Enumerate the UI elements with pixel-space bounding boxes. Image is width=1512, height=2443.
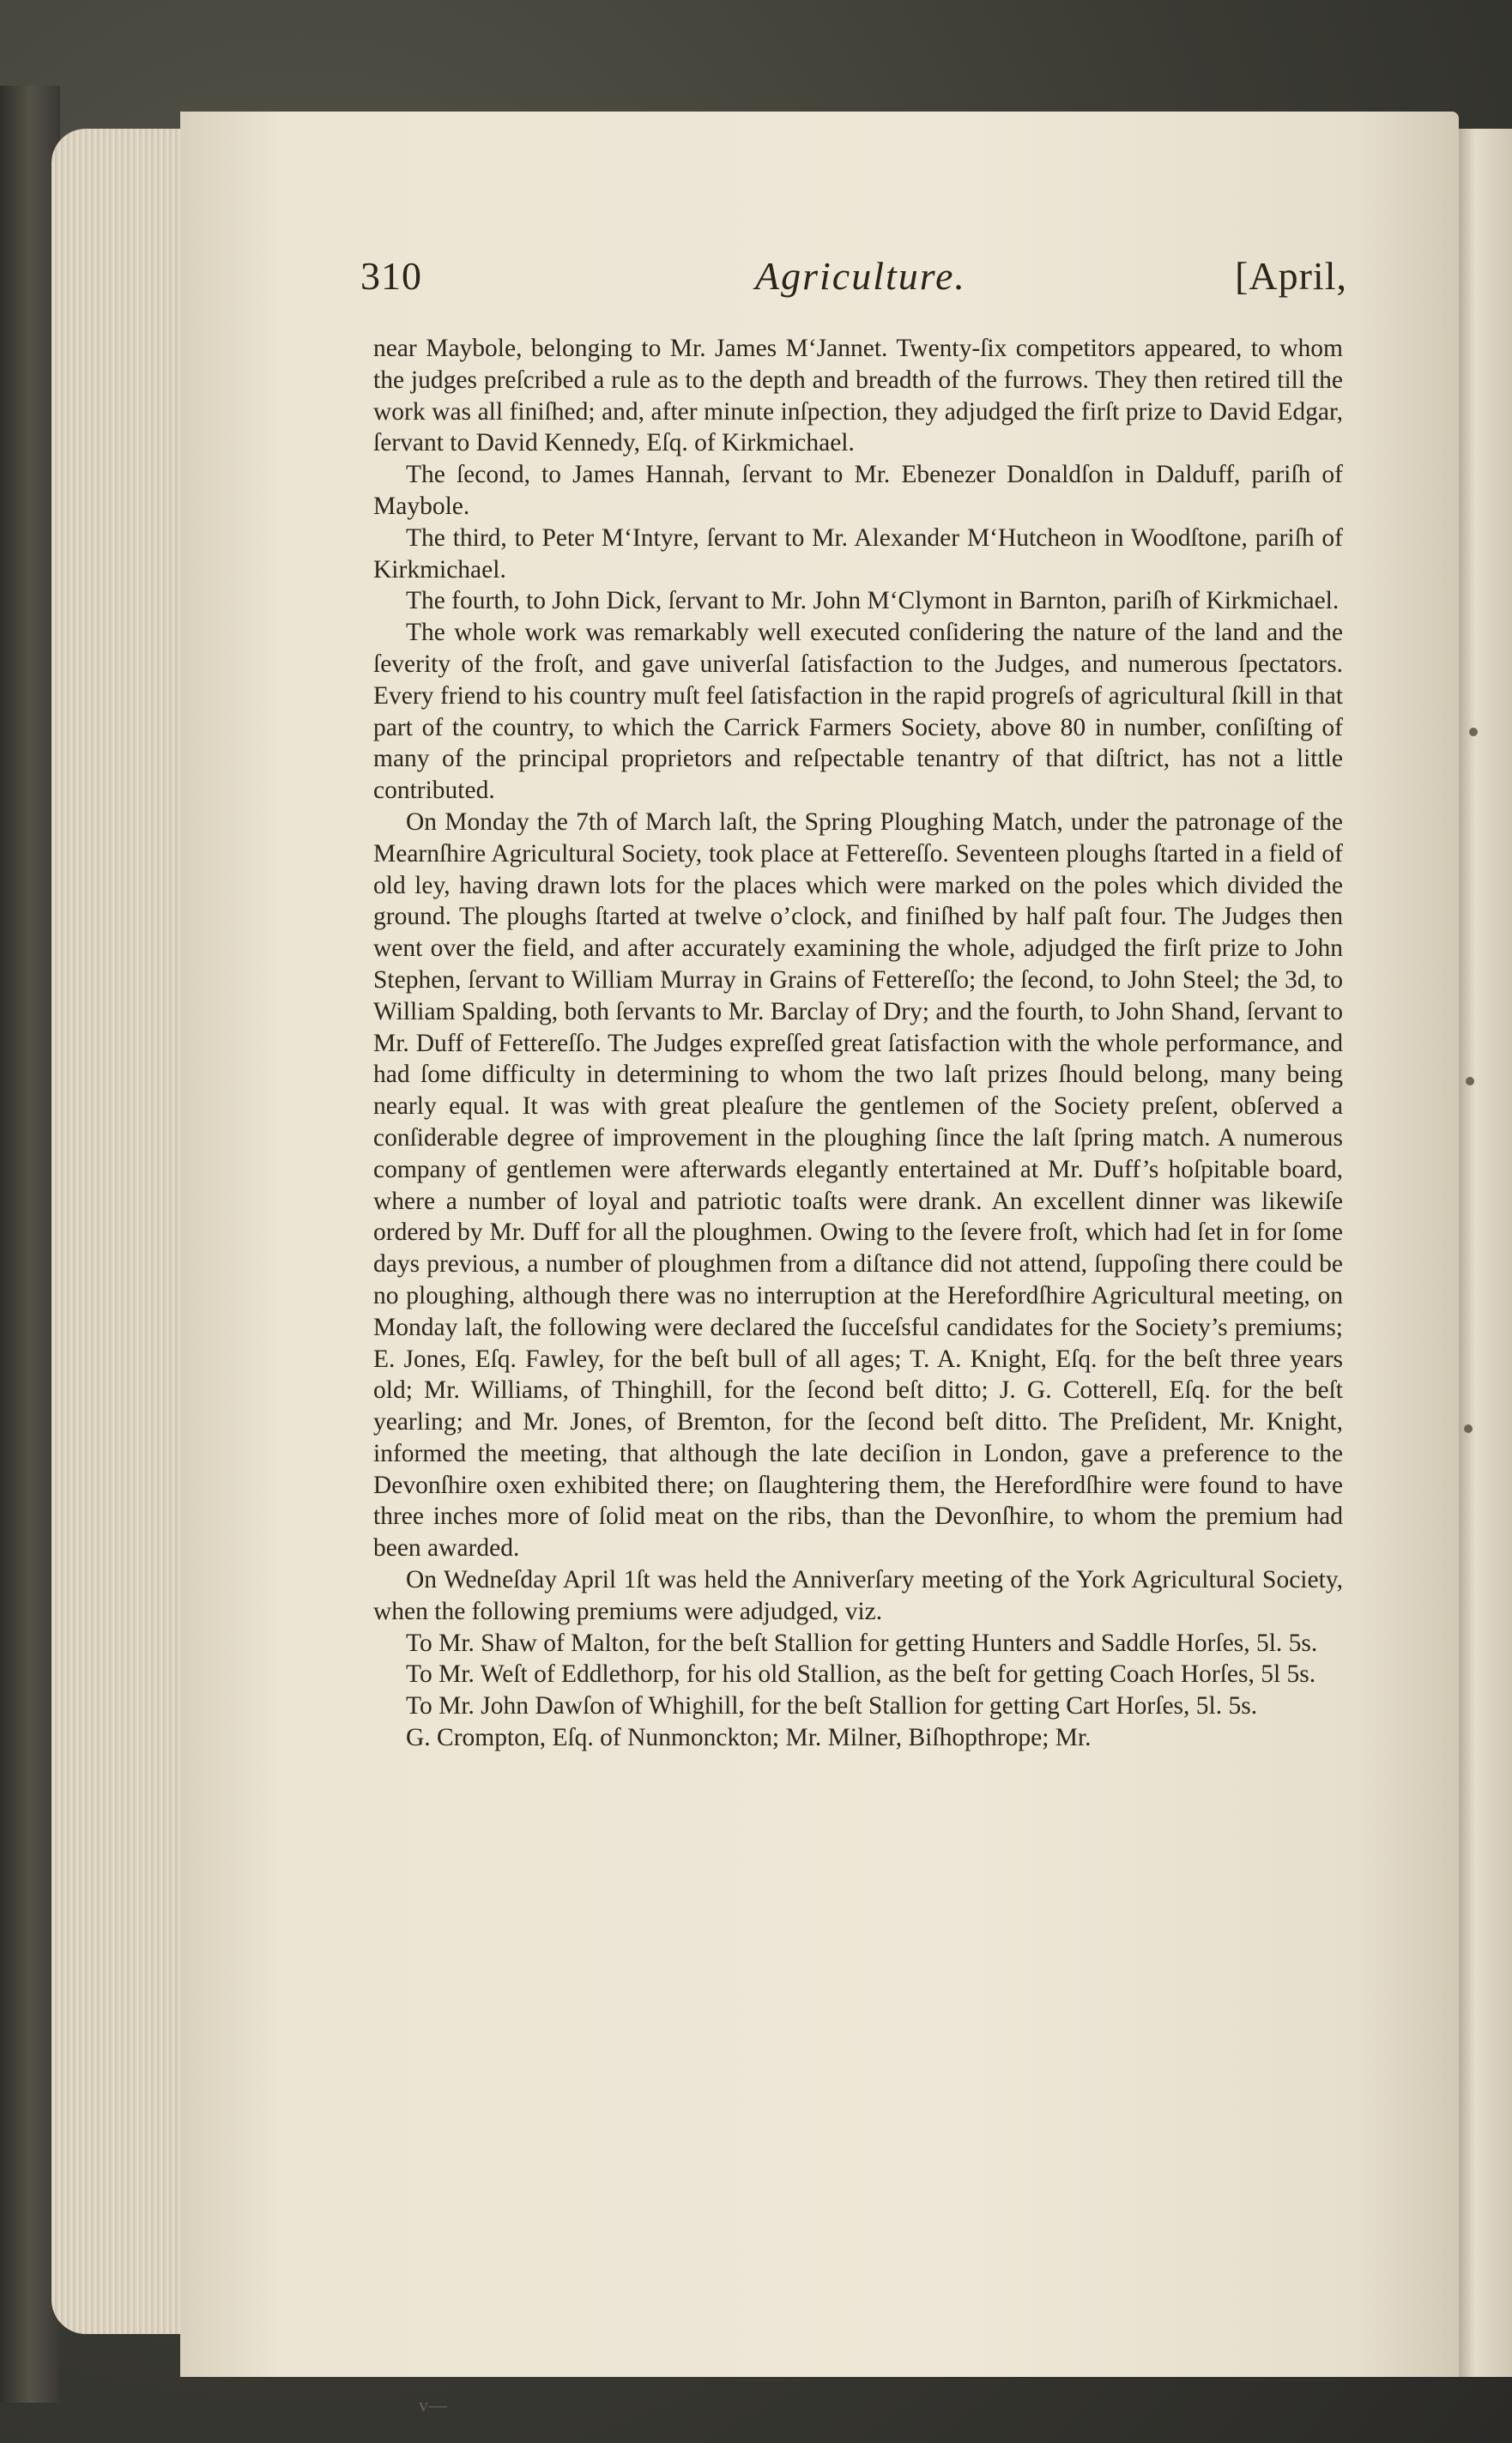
catchword: v—: [419, 2394, 447, 2416]
running-title: Agriculture.: [755, 254, 966, 298]
paragraph: To Mr. John Dawſon of Whighill, for the beſt Stallion for getting Cart Horſes, 5l. 5s.: [406, 1692, 1258, 1720]
facing-page-edge: [1450, 129, 1512, 2377]
running-header: [360, 253, 1347, 313]
paragraph: To Mr. Shaw of Malton, for the beſt Stallion for getting Hunters and Saddle Horſes, 5l. 5s.: [406, 1629, 1318, 1657]
paragraph: The whole work was remarkably well executed conſidering the nature of the land and the ſeverity of the froſt, and gave univerſal ſatisfaction to the Judges, and numerous ſpectators. Every friend to his country muſt feel ſatisfaction in the rapid progreſs of agricultural ſkill in that part of the country, to which the Carrick Farmers Society, above 80 in number, conſiſting of many of the principal proprietors and reſpectable tenantry of that diſtrict, has not a little contributed.: [373, 619, 1343, 805]
paragraph: The ſecond, to James Hannah, ſervant to Mr. Ebenezer Donaldſon in Dalduff, pariſh of Maybole.: [373, 461, 1343, 520]
paragraph: On Wedneſday April 1ſt was held the Anniverſary meeting of the York Agricultural Society, when the following premiums were adjudged, viz.: [373, 1566, 1343, 1625]
page-number: 310: [360, 254, 422, 298]
paragraph: On Monday the 7th of March laſt, the Spring Ploughing Match, under the patronage of the Mearnſhire Agricultural Society, took place at Fettereſſo. Seventeen ploughs ſtarted in a field of old ley, having drawn lots for the places which were marked on the poles which divided the ground. The ploughs ſtarted at twelve o’clock, and finiſhed by half paſt four. The Judges then went over the field, and after accurately examining the whole, adjudged the firſt prize to John Stephen, ſervant to William Murray in Grains of Fettereſſo; the ſecond, to John Steel; the 3d, to William Spalding, both ſervants to Mr. Barclay of Dry; and the fourth, to John Shand, ſervant to Mr. Duff of Fettereſſo. The Judges expreſſed great ſatisfaction with the whole performance, and had ſome difficulty in determining to whom the two laſt prizes ſhould belong, many being nearly equal. It was with great pleaſure the gentlemen of the Society preſent, obſerved a conſiderable degree of improvement in the ploughing ſince the laſt ſpring match. A numerous company of gentlemen were afterwards elegantly entertained at Mr. Duff’s hoſpitable board, where a number of loyal and patriotic toaſts were drank. An excellent dinner was likewiſe ordered by Mr. Duff for all the ploughmen. Owing to the ſevere froſt, which had ſet in for ſome days previous, a number of ploughmen from a diſtance did not attend, ſuppoſing there could be no ploughing, although there was no interruption at the Herefordſhire Agricultural meeting, on Monday laſt, the following were declared the ſucceſsful candidates for the Society’s premiums; E. Jones, Eſq. Fawley, for the beſt bull of all ages; T. A. Knight, Eſq. for the beſt three years old; Mr. Williams, of Thinghill, for the ſecond beſt ditto; J. G. Cotterell, Eſq. for the beſt yearling; and Mr. Jones, of Bremton, for the ſecond beſt ditto. The Preſident, Mr. Knight, informed the meeting, that although the late deciſion in London, gave a preference to the Devonſhire oxen exhibited there; on ſlaughtering them, the Herefordſhire were found to have three inches more of ſolid meat on the ribs, than the Devonſhire, to whom the premium had been awarded.: [373, 807, 1343, 1563]
margin-mark: [1464, 1424, 1473, 1433]
running-date: [April,: [1235, 254, 1347, 298]
paragraph: The fourth, to John Dick, ſervant to Mr. John M‘Clymont in Barnton, pariſh of Kirkmichael.: [406, 587, 1340, 615]
margin-mark: [1469, 728, 1478, 736]
margin-mark: [1466, 1077, 1474, 1085]
paragraph: The third, to Peter M‘Intyre, ſervant to Mr. Alexander M‘Hutcheon in Woodſtone, pariſh of Kirkmichael.: [373, 523, 1343, 584]
body-text: [373, 333, 1343, 1754]
paragraph: near Maybole, belonging to Mr. James M‘Jannet. Twenty-ſix competitors appeared, to whom the judges preſcribed a rule as to the depth and breadth of the furrows. They then retired till the work was all finiſhed; and, after minute inſpection, they adjudged the firſt prize to David Edgar, ſervant to David Kennedy, Eſq. of Kirkmichael.: [373, 335, 1343, 457]
paragraph: To Mr. Weſt of Eddlethorp, for his old Stallion, as the beſt for getting Coach Horſes, 5l 5s.: [406, 1660, 1316, 1689]
paragraph: G. Crompton, Eſq. of Nunmonckton; Mr. Milner, Biſhopthrope; Mr.: [406, 1724, 1092, 1752]
page-edges: [51, 129, 189, 2334]
